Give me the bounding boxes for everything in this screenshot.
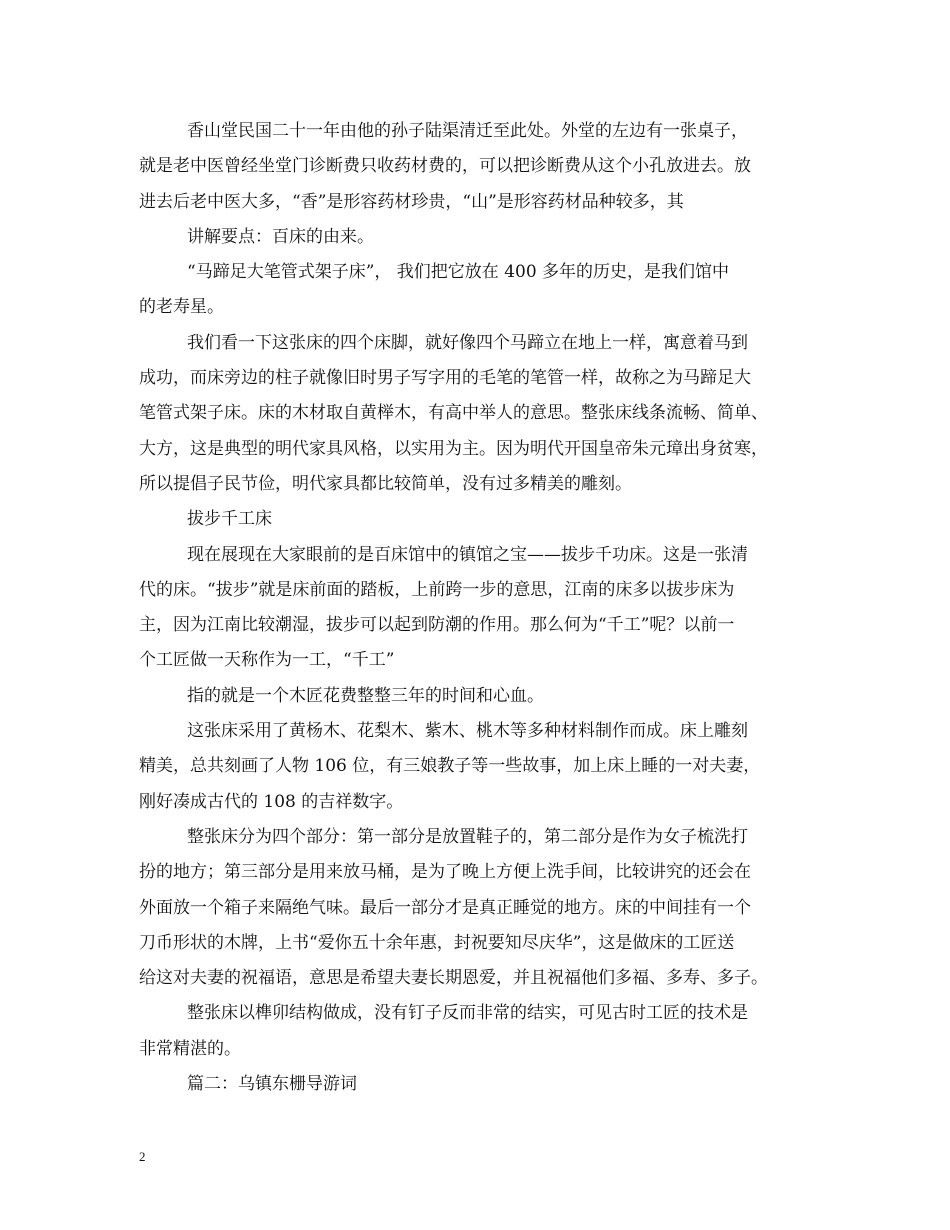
text-line: 进去后老中医大多，“香”是形容药材珍贵，“山”是形容药材品种较多，其 — [139, 191, 684, 212]
text-line: 指的就是一个木匠花费整整三年的时间和心血。 — [187, 685, 544, 706]
text-line: 拔步千工床 — [187, 509, 272, 530]
text-line: 刚好凑成古代的 108 的吉祥数字。 — [139, 791, 404, 812]
paragraph — [139, 1067, 819, 1102]
text-line: 现在展现在大家眼前的是百床馆中的镇馆之宝——拔步千功床。这是一张清 — [187, 544, 748, 565]
text-line: “马蹄足大笔管式架子床”， 我们把它放在 400 多年的历史，是我们馆中 — [187, 262, 730, 283]
text-line: 外面放一个箱子来隔绝气味。最后一部分才是真正睡觉的地方。床的中间挂有一个 — [139, 897, 751, 918]
paragraph — [139, 679, 819, 714]
paragraph — [139, 255, 819, 326]
paragraph — [139, 820, 819, 996]
text-line: 成功，而床旁边的柱子就像旧时男子写字用的毛笔的笔管一样，故称之为马蹄足大 — [139, 368, 751, 389]
text-line: 的老寿星。 — [139, 297, 224, 318]
text-line: 香山堂民国二十一年由他的孙子陆渠清迁至此处。外堂的左边有一张桌子， — [187, 121, 748, 141]
paragraph — [139, 996, 819, 1067]
paragraph — [139, 114, 819, 220]
paragraph — [139, 538, 819, 679]
text-line: 代的床。“拔步”就是床前面的踏板，上前跨一步的意思，江南的床多以拔步床为 — [139, 579, 735, 600]
text-line: 讲解要点：百床的由来。 — [187, 226, 374, 247]
text-line: 精美，总共刻画了人物 106 位，有三娘教子等一些故事，加上床上睡的一对夫妻， — [139, 756, 761, 777]
text-line: 这张床采用了黄杨木、花梨木、紫木、桃木等多种材料制作而成。床上雕刻 — [187, 721, 748, 742]
text-line: 我们看一下这张床的四个床脚，就好像四个马蹄立在地上一样，寓意着马到 — [187, 332, 748, 353]
text-line: 大方，这是典型的明代家具风格，以实用为主。因为明代开国皇帝朱元璋出身贫寒， — [139, 438, 768, 459]
text-line: 笔管式架子床。床的木材取自黄榉木，有高中举人的意思。整张床线条流畅、简单、 — [139, 403, 768, 424]
text-line: 主，因为江南比较潮湿，拔步可以起到防潮的作用。那么何为“千工”呢？以前一 — [139, 615, 735, 636]
text-line: 篇二：乌镇东栅导游词 — [187, 1074, 357, 1095]
text-line: 个工匠做一天称作为一工，“千工” — [139, 650, 395, 671]
paragraph — [139, 502, 819, 537]
text-line: 就是老中医曾经坐堂门诊断费只收药材费的，可以把诊断费从这个小孔放进去。放 — [139, 156, 751, 177]
text-line: 刀币形状的木牌，上书“爱你五十余年惠，封祝要知尽庆华”，这是做床的工匠送 — [139, 932, 735, 953]
document-body — [139, 114, 819, 1102]
text-line: 非常精湛的。 — [139, 1038, 241, 1059]
text-line: 整张床分为四个部分：第一部分是放置鞋子的，第二部分是作为女子梳洗打 — [187, 826, 748, 847]
text-line: 所以提倡子民节俭，明代家具都比较简单，没有过多精美的雕刻。 — [139, 473, 632, 494]
page-number: 2 — [139, 1149, 146, 1164]
paragraph — [139, 326, 819, 502]
text-line: 整张床以榫卯结构做成，没有钉子反而非常的结实，可见古时工匠的技术是 — [187, 1003, 748, 1024]
paragraph — [139, 220, 819, 255]
paragraph — [139, 714, 819, 820]
text-line: 给这对夫妻的祝福语，意思是希望夫妻长期恩爱，并且祝福他们多福、多寿、多子。 — [139, 968, 768, 989]
text-line: 扮的地方；第三部分是用来放马桶，是为了晚上方便上洗手间，比较讲究的还会在 — [139, 862, 751, 883]
